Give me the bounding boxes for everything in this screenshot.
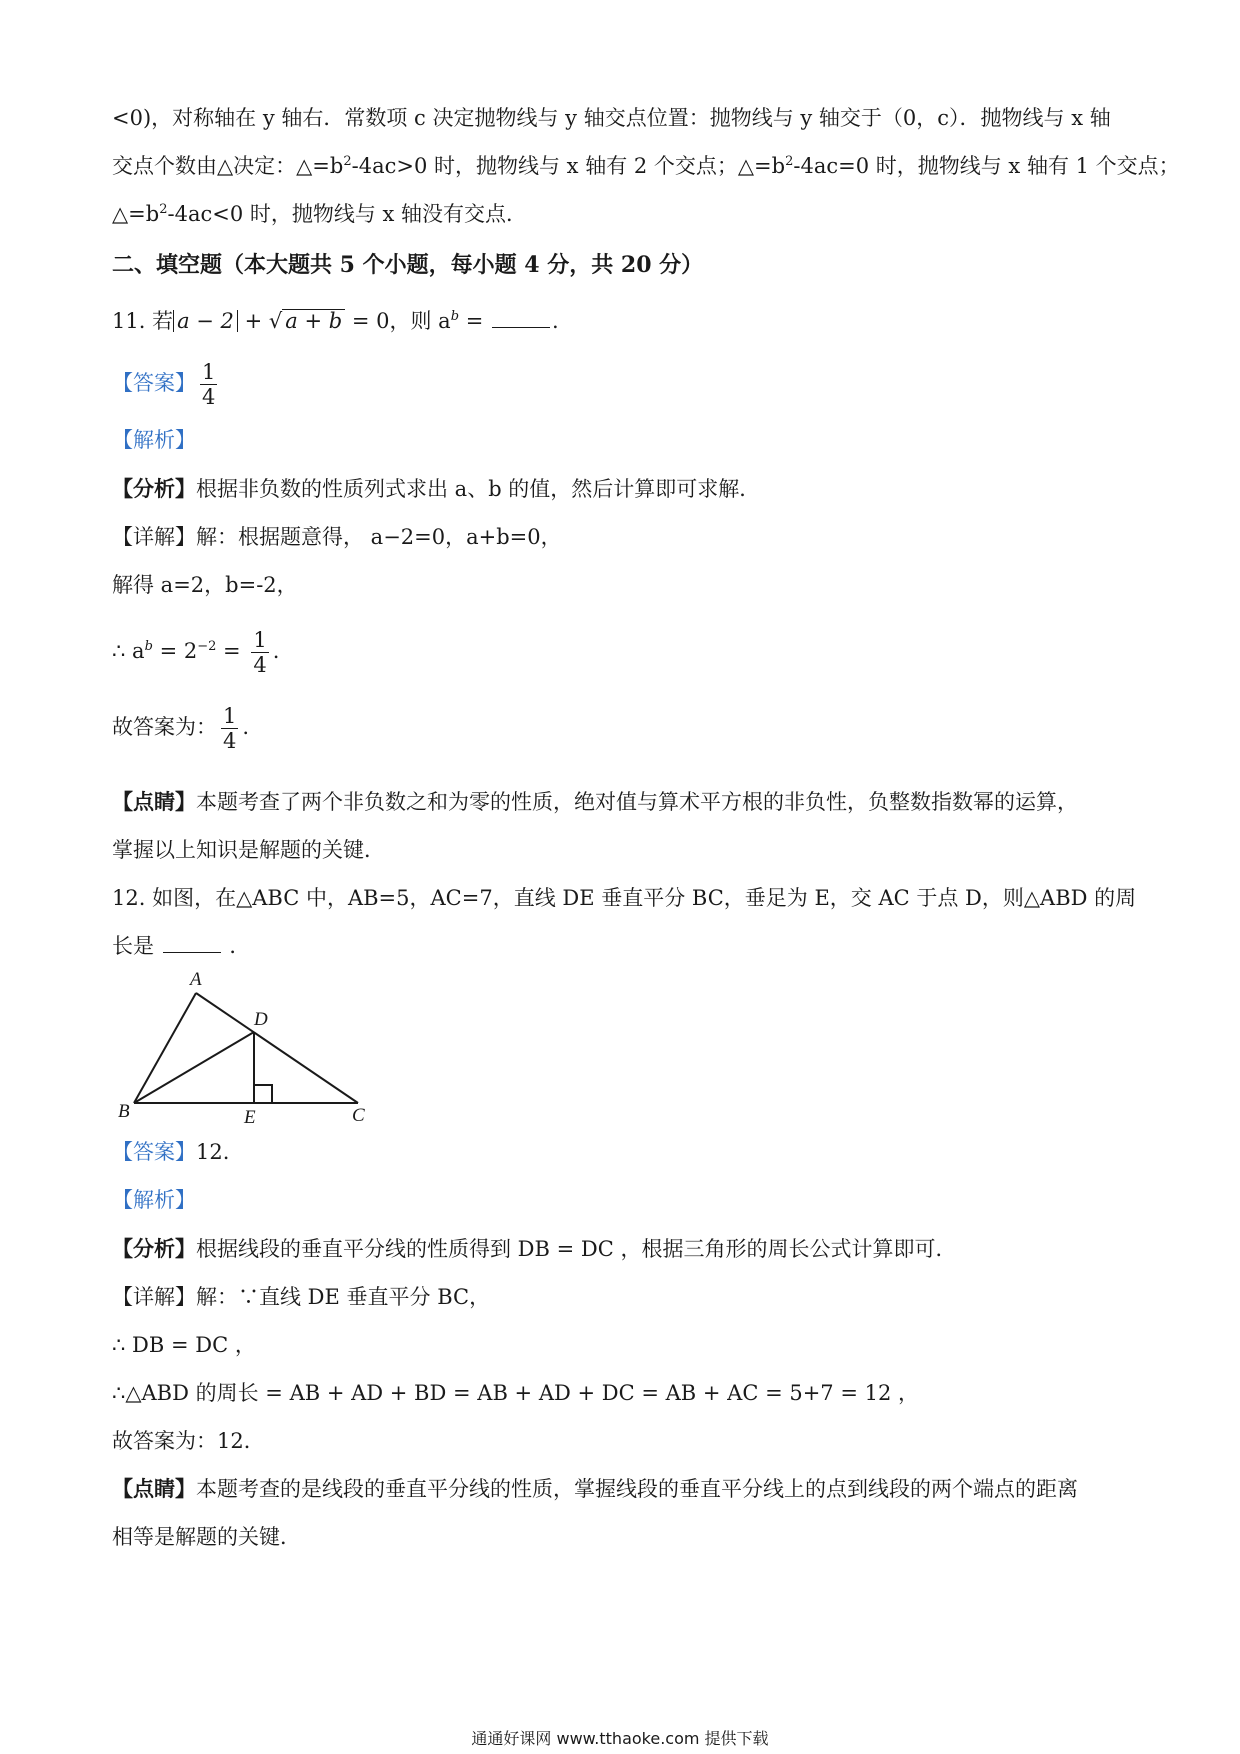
q12-step-2: ∴△ABD 的周长 = AB + AD + BD = AB + AD + DC = AB + AC = 5+7 = 12 ， xyxy=(112,1381,920,1405)
q12-answer xyxy=(112,1137,229,1167)
answer-tag: 【答案】 xyxy=(112,371,196,395)
intro-text: 交点个数由△决定：△=b xyxy=(112,154,344,178)
label-a: A xyxy=(190,969,202,990)
xiangjie-text: 解：根据题意得， a−2=0，a+b=0， xyxy=(196,525,562,549)
fraction-denominator: 4 xyxy=(223,729,237,753)
q12-analysis-tag: 【解析】 xyxy=(112,1188,196,1212)
dianjing-tag: 【点睛】 xyxy=(112,1476,196,1501)
dianjing-text: 本题考查了两个非负数之和为零的性质，绝对值与算术平方根的非负性，负整数指数幂的运算， xyxy=(196,790,1078,814)
superscript: 2 xyxy=(159,202,168,217)
intro-text: -4ac=0 时，抛物线与 x 轴有 1 个交点； xyxy=(793,154,1180,178)
intro-text: -4ac<0 时，抛物线与 x 轴没有交点． xyxy=(167,202,528,226)
answer-blank xyxy=(492,309,550,328)
q12-text: 长是 xyxy=(112,934,154,958)
label-b: B xyxy=(118,1101,130,1122)
segment-ac xyxy=(196,993,358,1103)
intro-line-2 xyxy=(112,151,1180,181)
q11-prefix: 11. 若 xyxy=(112,309,174,333)
page-footer: 通通好课网 www.tthaoke.com 提供下载 xyxy=(471,1729,769,1748)
label-e: E xyxy=(244,1107,256,1125)
q12-fenxi xyxy=(112,1234,956,1264)
period: ． xyxy=(229,934,251,958)
right-angle-icon xyxy=(254,1085,272,1103)
period: . xyxy=(272,639,280,663)
fenxi-text: 根据线段的垂直平分线的性质得到 DB = DC ，根据三角形的周长公式计算即可． xyxy=(196,1237,957,1261)
operator: = xyxy=(459,309,490,333)
intro-text: -4ac>0 时，抛物线与 x 轴有 2 个交点；△=b xyxy=(351,154,786,178)
q12-question-2 xyxy=(112,931,250,961)
section-title: 二、填空题（本大题共 5 个小题，每小题 4 分，共 20 分） xyxy=(112,252,704,278)
q12-question-1: 12. 如图，在△ABC 中，AB=5，AC=7，直线 DE 垂直平分 BC，垂足为 E，交 AC 于点 D，则△ABD 的周 xyxy=(112,886,1137,910)
fraction-denominator: 4 xyxy=(202,385,216,409)
q11-answer xyxy=(112,360,221,409)
answer-value: 12. xyxy=(196,1140,230,1164)
label-d: D xyxy=(254,1009,268,1030)
exponent: b xyxy=(450,309,460,324)
xiangjie-text: 解：∵直线 DE 垂直平分 BC， xyxy=(196,1285,491,1309)
triangle-figure xyxy=(112,965,382,1125)
dianjing-text: 本题考查的是线段的垂直平分线的性质，掌握线段的垂直平分线上的点到线段的两个端点的距离 xyxy=(196,1477,1078,1501)
q11-question xyxy=(112,306,559,336)
sqrt-icon: √ xyxy=(268,309,283,333)
q11-final xyxy=(112,704,249,753)
xiangjie-tag: 【详解】 xyxy=(112,525,196,549)
final-prefix: 故答案为： xyxy=(112,715,217,739)
intro-line-1: <0)，对称轴在 y 轴右．常数项 c 决定抛物线与 y 轴交点位置：抛物线与 y 轴交于（0，c）．抛物线与 x 轴 xyxy=(112,106,1111,130)
result-fraction xyxy=(251,628,268,677)
q12-step-1: ∴ DB = DC ， xyxy=(112,1333,256,1357)
therefore-text: = 2 xyxy=(152,639,198,663)
fraction-denominator: 4 xyxy=(253,653,267,677)
q12-xiangjie xyxy=(112,1282,490,1312)
answer-tag: 【答案】 xyxy=(112,1140,196,1164)
q11-equation: = 0，则 a xyxy=(345,309,451,333)
fenxi-text: 根据非负数的性质列式求出 a、b 的值，然后计算即可求解． xyxy=(196,477,761,501)
operator: = xyxy=(216,639,248,663)
q11-therefore xyxy=(112,628,279,677)
superscript: 2 xyxy=(785,154,794,169)
intro-text: △=b xyxy=(112,202,160,226)
fraction-numerator: 1 xyxy=(223,704,237,728)
q11-dianjing-1 xyxy=(112,787,1078,817)
sqrt-expression: a + b xyxy=(282,309,345,332)
q11-analysis-tag: 【解析】 xyxy=(112,428,196,452)
intro-line-3 xyxy=(112,199,527,229)
q11-dianjing-2: 掌握以上知识是解题的关键． xyxy=(112,838,385,862)
fenxi-tag: 【分析】 xyxy=(112,1236,196,1261)
fenxi-tag: 【分析】 xyxy=(112,476,196,501)
period: . xyxy=(551,309,559,333)
therefore-text: ∴ a xyxy=(112,639,145,663)
segment-ab xyxy=(134,993,196,1103)
q11-solve: 解得 a=2，b=-2， xyxy=(112,573,298,597)
q12-dianjing-2: 相等是解题的关键． xyxy=(112,1525,301,1549)
operator: + xyxy=(237,309,269,333)
q12-dianjing-1 xyxy=(112,1474,1078,1504)
abs-expression: a − 2 xyxy=(173,310,238,332)
exponent: −2 xyxy=(197,639,217,654)
answer-blank xyxy=(163,934,221,953)
q11-xiangjie xyxy=(112,522,562,552)
label-c: C xyxy=(352,1105,365,1125)
fraction-numerator: 1 xyxy=(202,360,216,384)
period: . xyxy=(242,715,250,739)
q11-fenxi xyxy=(112,474,760,504)
segment-bd xyxy=(134,1032,254,1103)
fraction-numerator: 1 xyxy=(253,628,267,652)
xiangjie-tag: 【详解】 xyxy=(112,1285,196,1309)
q12-final: 故答案为：12． xyxy=(112,1429,265,1453)
final-fraction xyxy=(221,704,238,753)
dianjing-tag: 【点睛】 xyxy=(112,789,196,814)
answer-fraction xyxy=(200,360,217,409)
exponent: b xyxy=(144,639,153,654)
superscript: 2 xyxy=(343,154,352,169)
